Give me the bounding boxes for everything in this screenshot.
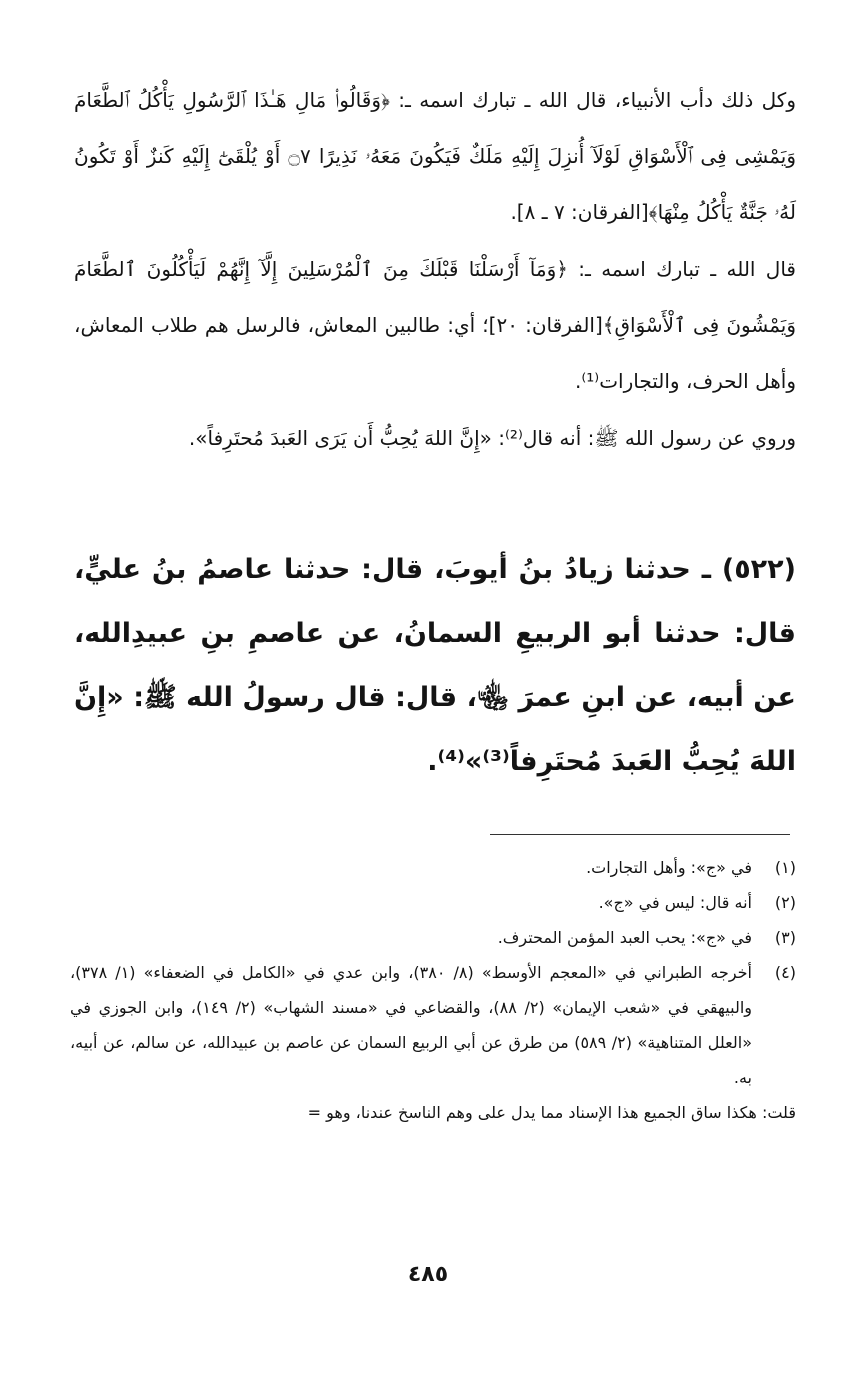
paragraph-1: وكل ذلك دأب الأنبياء، قال الله ـ تبارك اسمه ـ: ﴿وَقَالُوا۟ مَالِ هَـٰذَا ٱلرَّسُولِ يَأْكُلُ ٱلطَّعَامَ وَيَمْشِى فِى ٱلْأَسْوَاقِ لَوْلَآ أُنزِلَ إِلَيْهِ مَلَكٌ فَيَكُونَ مَعَهُۥ نَذِيرًا ۝٧ أَوْ يُلْقَىٰٓ إِلَيْهِ كَنزٌ أَوْ تَكُونُ لَهُۥ جَنَّةٌ يَأْكُلُ مِنْهَا﴾[الفرقان: ٧ ـ ٨]. bbox=[74, 88, 796, 224]
footnote-text: في «ج»: وأهل التجارات. bbox=[586, 858, 752, 877]
footnotes bbox=[70, 850, 796, 1130]
paragraph-2: قال الله ـ تبارك اسمه ـ: ﴿وَمَآ أَرْسَلْنَا قَبْلَكَ مِنَ ٱلْمُرْسَلِينَ إِلَّآ إِنَّهُمْ لَيَأْكُلُونَ ٱلطَّعَامَ وَيَمْشُونَ فِى ٱلْأَسْوَاقِ﴾[الفرقان: ٢٠]؛ أي: طالبين المعاش، فالرسل هم طلاب المعاش، وأهل الحرف، والتجارات⁽¹⁾. bbox=[74, 257, 796, 393]
footnote-number: (١) bbox=[774, 858, 796, 877]
hadith-522: (٥٢٢) ـ حدثنا زيادُ بنُ أيوبَ، قال: حدثنا عاصمُ بنُ عليٍّ، قال: حدثنا أبو الربيعِ السمانُ، عن عاصمِ بنِ عبيدِالله، عن أبيه، عن ابنِ عمرَ ﵄، قال: قال رسولُ الله ﷺ: «إِنَّ اللهَ يُحِبُّ العَبدَ مُحتَرِفاً⁽³⁾»⁽⁴⁾. bbox=[74, 554, 796, 777]
footnote-text: قلت: هكذا ساق الجميع هذا الإسناد مما يدل على وهم الناسخ عندنا، وهو = bbox=[307, 1103, 796, 1122]
footnote-text: أنه قال: ليس في «ج». bbox=[598, 893, 752, 912]
footnote-number: (٢) bbox=[774, 893, 796, 912]
footnote-text: في «ج»: يحب العبد المؤمن المحترف. bbox=[497, 928, 752, 947]
footnote-number: (٣) bbox=[774, 928, 796, 947]
footnote-number: (٤) bbox=[774, 963, 796, 982]
footnote-text: أخرجه الطبراني في «المعجم الأوسط» (٨/ ٣٨٠)، وابن عدي في «الكامل في الضعفاء» (١/ ٣٧٨)، والبيهقي في «شعب الإيمان» (٢/ ٨٨)، والقضاعي في «مسند الشهاب» (٢/ ١٤٩)، وابن الجوزي في «العلل المتناهية» (٢/ ٥٨٩) من طرق عن أبي الربيع السمان عن عاصم بن عبيدالله، عن سالم، عن أبيه، به. bbox=[70, 963, 753, 1087]
footnote-separator bbox=[490, 834, 790, 835]
footnote-3 bbox=[70, 920, 796, 955]
footnote-2 bbox=[70, 885, 796, 920]
paragraph-3: وروي عن رسول الله ﷺ: أنه قال⁽²⁾: «إِنَّ اللهَ يُحِبُّ أَن يَرَى العَبدَ مُحتَرِفاً». bbox=[188, 426, 796, 450]
page-number: ٤٨٥ bbox=[407, 1262, 449, 1287]
footnote-4 bbox=[70, 955, 796, 1095]
footnote-1 bbox=[70, 850, 796, 885]
footnote-continuation bbox=[70, 1095, 796, 1130]
